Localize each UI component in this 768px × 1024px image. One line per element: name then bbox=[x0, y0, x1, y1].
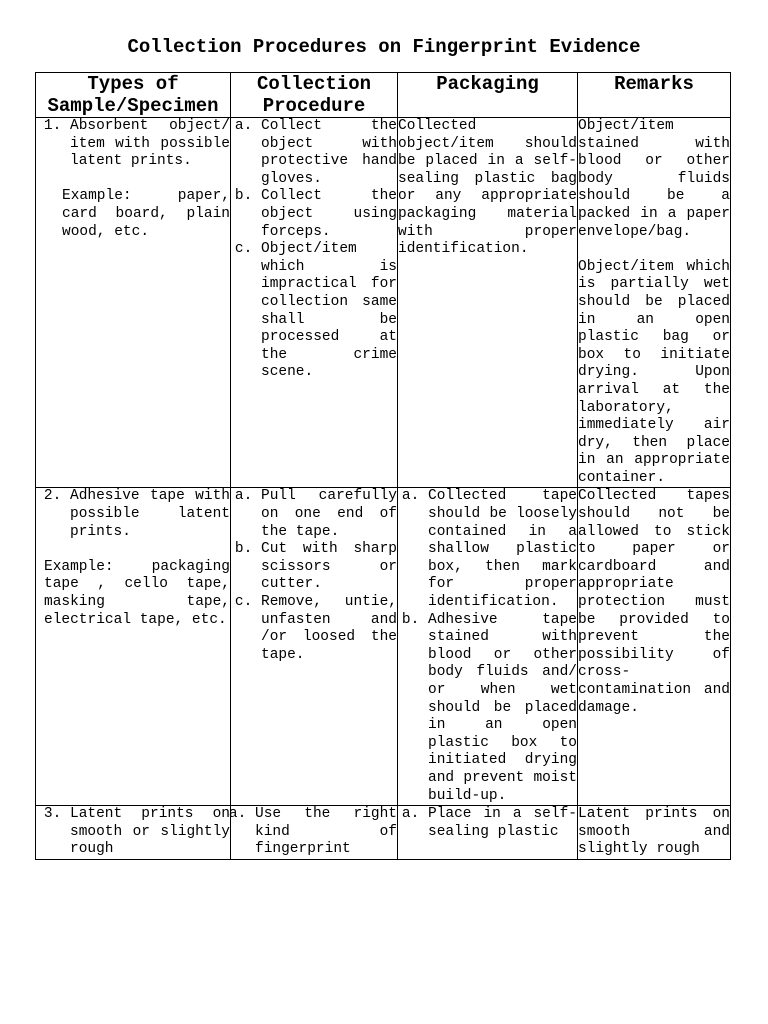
packaging-list bbox=[398, 488, 577, 805]
cell-type bbox=[36, 118, 231, 488]
table-row bbox=[36, 118, 731, 488]
table-row bbox=[36, 488, 731, 806]
document-title: Collection Procedures on Fingerprint Evidence bbox=[127, 36, 641, 58]
list-item: c. Object/item which is impractical for collection same shall be processed at the crime scene. bbox=[261, 241, 397, 382]
table-header-row bbox=[36, 73, 731, 118]
type-example: Example: packaging tape , cello tape, masking tape, electrical tape, etc. bbox=[44, 558, 230, 628]
remarks-text: Object/item which is partially wet should be placed in an open plastic bag or box to initiate drying. Upon arrival at the laboratory, immediately air dry, then place in an appropriate container. bbox=[578, 258, 730, 486]
cell-packaging bbox=[398, 118, 578, 488]
type-item: 2. Adhesive tape with possible latent prints. bbox=[70, 488, 230, 541]
list-item: a. Pull carefully on one end of the tape. bbox=[261, 488, 397, 541]
list-item: b. Cut with sharp scissors or cutter. bbox=[261, 541, 397, 594]
cell-type bbox=[36, 488, 231, 806]
table-row bbox=[36, 806, 731, 860]
list-item: a. Collected tape should be loosely contained in a shallow plastic box, then mark for proper identification. bbox=[428, 488, 577, 611]
packaging-text: Collected object/item should be placed in a self-sealing plastic bag or any appropriate packaging material with proper identification. bbox=[398, 118, 577, 258]
cell-collection bbox=[231, 806, 398, 860]
type-item: 1. Absorbent object/ item with possible latent prints. bbox=[70, 118, 230, 171]
remarks-text: Collected tapes should not be allowed to stick to paper or cardboard and appropriate protection must be provided to prevent the possibility of cross-contamination and damage. bbox=[578, 488, 730, 716]
collection-list bbox=[231, 806, 397, 859]
cell-remarks bbox=[578, 118, 731, 488]
cell-packaging bbox=[398, 488, 578, 806]
cell-type bbox=[36, 806, 231, 860]
type-example: Example: paper, card board, plain wood, etc. bbox=[62, 188, 230, 240]
collection-list bbox=[231, 118, 397, 382]
cell-collection bbox=[231, 118, 398, 488]
list-item: b. Collect the object using forceps. bbox=[261, 188, 397, 241]
cell-remarks bbox=[578, 806, 731, 860]
packaging-list bbox=[398, 806, 577, 841]
header-remarks: Remarks bbox=[578, 73, 731, 118]
type-item: 3. Latent prints on smooth or slightly rough bbox=[70, 806, 230, 859]
header-collection-procedure: Collection Procedure bbox=[231, 73, 398, 118]
collection-list bbox=[231, 488, 397, 664]
list-item: a. Place in a self-sealing plastic bbox=[428, 806, 577, 841]
type-list bbox=[44, 488, 230, 541]
header-types: Types of Sample/Specimen bbox=[36, 73, 231, 118]
remarks-text: Object/item stained with blood or other body fluids should be a packed in a paper envelope/bag. bbox=[578, 118, 730, 240]
type-list bbox=[44, 806, 230, 859]
header-packaging: Packaging bbox=[398, 73, 578, 118]
list-item: b. Adhesive tape stained with blood or other body fluids and/ or when wet should be placed in an open plastic box to initiated drying and prevent moist build-up. bbox=[428, 612, 577, 806]
procedures-table bbox=[35, 72, 731, 860]
list-item: a. Use the right kind of fingerprint bbox=[255, 806, 397, 859]
remarks-text: Latent prints on smooth and slightly rough bbox=[578, 806, 730, 858]
list-item: c. Remove, untie, unfasten and /or loosed the tape. bbox=[261, 594, 397, 664]
cell-packaging bbox=[398, 806, 578, 860]
list-item: a. Collect the object with protective hand gloves. bbox=[261, 118, 397, 188]
cell-collection bbox=[231, 488, 398, 806]
cell-remarks bbox=[578, 488, 731, 806]
type-list bbox=[44, 118, 230, 171]
